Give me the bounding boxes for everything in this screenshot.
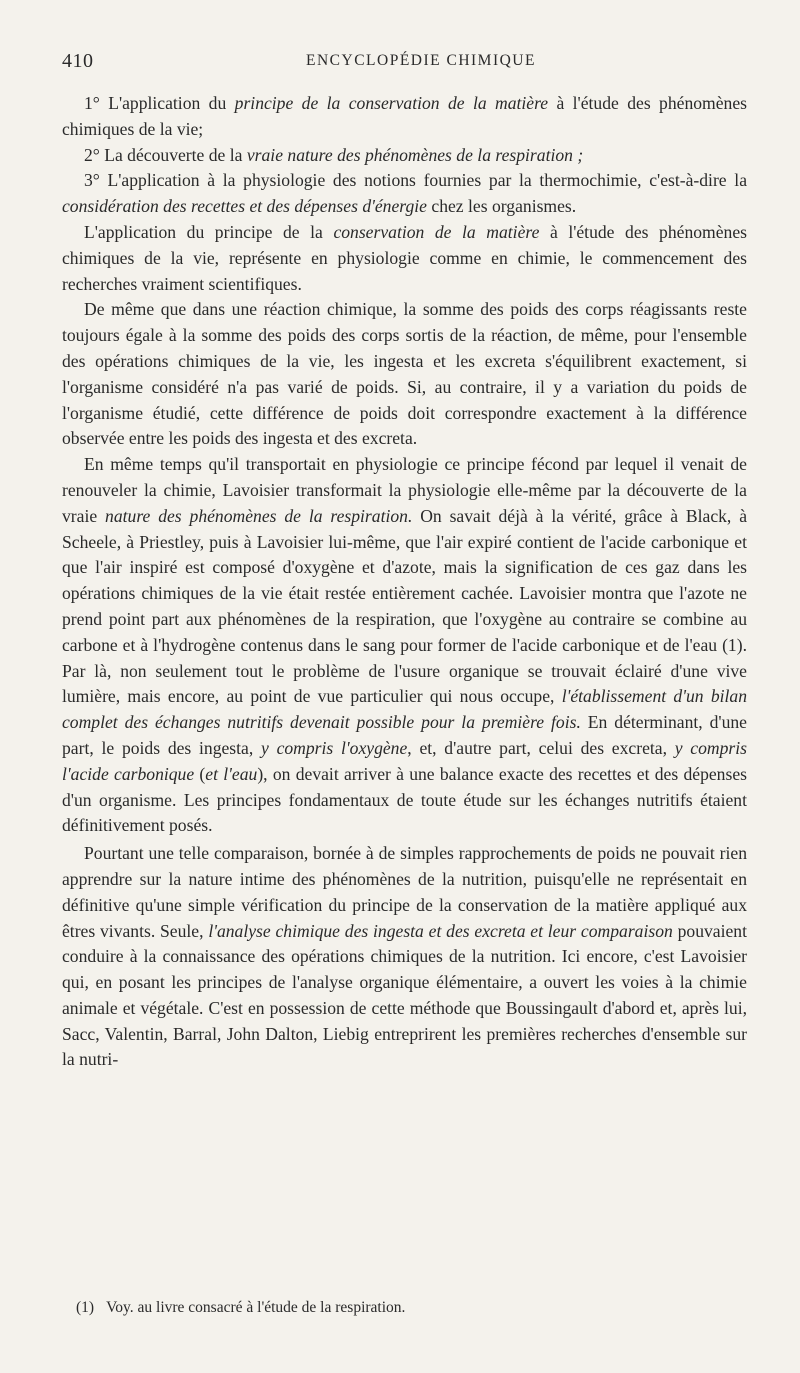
page-number: 410 [62, 50, 94, 72]
italic-text-run: principe de la conservation de la matière [234, 93, 549, 113]
text-run: ), on devait arriver à une balance exacte des recettes et des dépenses d'un organisme. Les principes fondamentaux de toute étude sur les échanges nutritifs étaient définitivement posés. [62, 763, 747, 836]
text-run: à l'étude des phénomènes chimiques de la vie; [62, 93, 747, 139]
italic-text-run: l'établissement d'un bilan complet des échanges nutritifs devenait possible pour la première fois. [62, 686, 747, 733]
body-text [62, 91, 747, 1073]
text-run: 2° La découverte de la [84, 144, 247, 165]
paragraph [62, 297, 747, 452]
list-item-3 [62, 168, 747, 220]
text-run: En déterminant, d'une part, le poids des ingesta, [62, 712, 747, 758]
italic-text-run: vraie nature des phénomènes de la respiration ; [246, 144, 584, 165]
text-run: pouvaient conduire à la connaissance des opérations chimiques de la nutrition. Ici encore, c'est Lavoisier qui, en posant les principes de l'analyse organique élémentaire, a ouvert les voies à la chimie animale et végétale. C'est en possession de cette méthode que Boussingault d'abord et, après lui, Sacc, Valentin, Barral, John Dalton, Liebig entreprirent les premières recherches d'ensemble sur la nutri- [62, 920, 747, 1070]
italic-text-run: y compris l'oxygène [261, 737, 408, 758]
footnote [76, 1298, 736, 1318]
italic-text-run: considération des recettes et des dépenses d'énergie [62, 196, 427, 217]
italic-text-run: nature des phénomènes de la respiration. [105, 505, 413, 526]
italic-text-run: conservation de la matière [333, 221, 540, 242]
text-run: En même temps qu'il transportait en physiologie ce principe fécond par lequel il venait de renouveler la chimie, Lavoisier transformait la physiologie elle-même par la découverte de la vraie [62, 454, 747, 526]
text-run: On savait déjà à la vérité, grâce à Black, à Scheele, à Priestley, puis à Lavoisier lui-même, que l'air expiré contient de l'acide carbonique et que l'air inspiré est composé d'oxygène et d'azote, mais la signification de ces gaz dans les opérations chimiques de la vie était restée entièrement cachée. Lavoisier montra que l'azote ne prend point part aux phénomènes de la respiration, que l'oxygène au contraire se combine au carbone et à l'hydrogène contenus dans le sang pour former de l'acide carbonique et de l'eau (1). Par là, non seulement tout le problème de l'usure organique se trouvait éclairé d'une vive lumière, mais encore, au point de vue particulier qui nous occupe, [62, 505, 747, 707]
text-run: ( [194, 763, 206, 784]
paragraph [62, 841, 747, 1073]
text-run: , et, d'autre part, celui des excreta, [407, 737, 675, 758]
text-run: L'application du principe de la [84, 221, 334, 242]
italic-text-run: y compris l'acide carbonique [62, 737, 747, 784]
paragraph [62, 452, 747, 839]
italic-text-run: et l'eau [205, 763, 258, 784]
text-run: 3° L'application à la physiologie des notions fournies par la thermochimie, c'est-à-dire la [84, 170, 747, 191]
text-run: 1° L'application du [84, 93, 235, 113]
page-header [62, 50, 740, 74]
footnote-text: Voy. au livre consacré à l'étude de la respiration. [106, 1299, 406, 1316]
footnote-mark: (1) [76, 1299, 95, 1316]
running-title: ENCYCLOPÉDIE CHIMIQUE [306, 52, 536, 69]
list-item-2 [62, 143, 747, 169]
paragraph [62, 220, 747, 297]
text-run: à l'étude des phénomènes chimiques de la vie, représente en physiologie comme en chimie, le commencement des recherches vraiment scientifiques. [62, 221, 747, 294]
italic-text-run: l'analyse chimique des ingesta et des excreta et leur comparaison [208, 920, 673, 941]
text-run: De même que dans une réaction chimique, la somme des poids des corps réagissants reste toujours égale à la somme des poids des corps sortis de la réaction, de même, pour l'ensemble des opérations chimiques de la vie, les ingesta et les excreta s'équilibrent exactement, si l'organisme considéré n'a pas varié de poids. Si, au contraire, il y a variation du poids de l'organisme étudié, cette différence de poids doit correspondre exactement à la différence observée entre les poids des ingesta et des excreta. [62, 299, 747, 449]
text-run: Pourtant une telle comparaison, bornée à de simples rapprochements de poids ne pouvait rien apprendre sur la nature intime des phénomènes de la nutrition, puisqu'elle ne représentait en définitive qu'une simple vérification du principe de la conservation de la matière appliqué aux êtres vivants. Seule, [62, 843, 747, 941]
list-item-1 [62, 91, 747, 143]
text-run: chez les organismes. [426, 196, 577, 217]
